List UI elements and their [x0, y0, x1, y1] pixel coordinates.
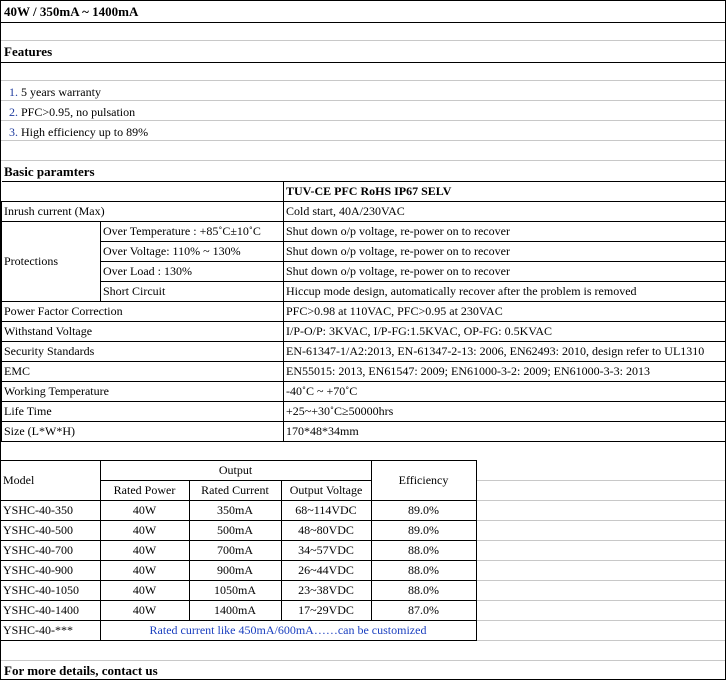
efficiency-cell: 88.0%: [371, 561, 476, 581]
grid-line: [1, 62, 725, 63]
grid-line: [477, 480, 725, 481]
efficiency-cell: 88.0%: [371, 541, 476, 561]
power-cell: 40W: [100, 541, 189, 561]
table-row: [2, 262, 726, 282]
table-row: [1, 501, 476, 521]
power-cell: 40W: [100, 581, 189, 601]
efficiency-cell: 89.0%: [371, 521, 476, 541]
grid-line: [1, 100, 725, 101]
voltage-cell: 17~29VDC: [281, 601, 371, 621]
grid-line: [477, 500, 725, 501]
table-row: [2, 422, 726, 442]
protection-value: Shut down o/p voltage, re-power on to recover: [284, 262, 726, 282]
table-row: [2, 202, 726, 222]
current-cell: 900mA: [189, 561, 281, 581]
features-heading: Features: [4, 44, 53, 59]
table-row: [2, 182, 726, 202]
spec-value: +25~+30˚C≥50000hrs: [284, 402, 726, 422]
efficiency-cell: 87.0%: [371, 601, 476, 621]
rated-current-header: Rated Current: [189, 481, 281, 501]
table-row: [2, 362, 726, 382]
feature-text: High efficiency up to 89%: [21, 125, 149, 139]
model-cell: YSHC-40-900: [1, 561, 100, 581]
table-row: [2, 302, 726, 322]
protection-value: Hiccup mode design, automatically recover after the problem is removed: [284, 282, 726, 302]
grid-line: [1, 660, 725, 661]
table-row: [2, 402, 726, 422]
table-row: [1, 521, 476, 541]
current-cell: 1050mA: [189, 581, 281, 601]
voltage-cell: 34~57VDC: [281, 541, 371, 561]
power-cell: 40W: [100, 561, 189, 581]
feature-number: 3.: [9, 125, 18, 139]
spec-table: [1, 181, 726, 442]
grid-line: [477, 620, 725, 621]
custom-note: Rated current like 450mA/600mA……can be customized: [100, 621, 476, 641]
table-header-row: [1, 461, 476, 481]
current-cell: 350mA: [189, 501, 281, 521]
spec-label: Size (L*W*H): [2, 422, 284, 442]
feature-number: 1.: [9, 85, 18, 99]
spec-label: Working Temperature: [2, 382, 284, 402]
table-row: [1, 541, 476, 561]
model-cell: YSHC-40-500: [1, 521, 100, 541]
voltage-cell: 23~38VDC: [281, 581, 371, 601]
spec-label: Life Time: [2, 402, 284, 422]
inrush-value: Cold start, 40A/230VAC: [284, 202, 726, 222]
voltage-cell: 26~44VDC: [281, 561, 371, 581]
efficiency-cell: 89.0%: [371, 501, 476, 521]
grid-line: [1, 140, 725, 141]
cert-cell: TUV-CE PFC RoHS IP67 SELV: [284, 182, 726, 202]
rated-power-header: Rated Power: [100, 481, 189, 501]
grid-line: [1, 120, 725, 121]
spec-value: I/P-O/P: 3KVAC, I/P-FG:1.5KVAC, OP-FG: 0.5KVAC: [284, 322, 726, 342]
title-row: [1, 1, 725, 23]
current-cell: 1400mA: [189, 601, 281, 621]
protection-label: Short Circuit: [101, 282, 284, 302]
page-title: 40W / 350mA ~ 1400mA: [4, 4, 139, 19]
output-header: Output: [100, 461, 371, 481]
model-cell: YSHC-40-1400: [1, 601, 100, 621]
table-row: [2, 322, 726, 342]
model-cell: YSHC-40-***: [1, 621, 100, 641]
table-row: [1, 581, 476, 601]
protection-value: Shut down o/p voltage, re-power on to recover: [284, 242, 726, 262]
efficiency-header: Efficiency: [371, 461, 476, 501]
grid-line: [477, 600, 725, 601]
protection-value: Shut down o/p voltage, re-power on to recover: [284, 222, 726, 242]
grid-line: [1, 160, 725, 161]
models-table: [1, 460, 477, 641]
model-cell: YSHC-40-350: [1, 501, 100, 521]
table-row: [2, 222, 726, 242]
grid-line: [1, 80, 725, 81]
grid-line: [477, 580, 725, 581]
cert-label-cell: [2, 182, 284, 202]
spec-value: EN-61347-1/A2:2013, EN-61347-2-13: 2006, EN62493: 2010, design refer to UL1310: [284, 342, 726, 362]
power-cell: 40W: [100, 601, 189, 621]
feature-text: PFC>0.95, no pulsation: [21, 105, 136, 119]
model-cell: YSHC-40-700: [1, 541, 100, 561]
model-header: Model: [1, 461, 100, 501]
spec-value: 170*48*34mm: [284, 422, 726, 442]
protection-label: Over Temperature : +85˚C±10˚C: [101, 222, 284, 242]
grid-line: [1, 40, 725, 41]
table-row: [2, 342, 726, 362]
feature-number: 2.: [9, 105, 18, 119]
table-row: [2, 242, 726, 262]
voltage-cell: 48~80VDC: [281, 521, 371, 541]
output-voltage-header: Output Voltage: [281, 481, 371, 501]
power-cell: 40W: [100, 501, 189, 521]
voltage-cell: 68~114VDC: [281, 501, 371, 521]
spec-label: Power Factor Correction: [2, 302, 284, 322]
spec-label: EMC: [2, 362, 284, 382]
efficiency-cell: 88.0%: [371, 581, 476, 601]
feature-text: 5 years warranty: [21, 85, 101, 99]
spec-label: Security Standards: [2, 342, 284, 362]
protections-label: Protections: [2, 222, 101, 302]
current-cell: 500mA: [189, 521, 281, 541]
feature-item: [9, 105, 135, 120]
grid-line: [477, 520, 725, 521]
feature-item: [9, 125, 148, 140]
protection-label: Over Voltage: 110% ~ 130%: [101, 242, 284, 262]
spec-label: Withstand Voltage: [2, 322, 284, 342]
spec-value: PFC>0.98 at 110VAC, PFC>0.95 at 230VAC: [284, 302, 726, 322]
inrush-label: Inrush current (Max): [2, 202, 284, 222]
power-cell: 40W: [100, 521, 189, 541]
table-row: [1, 561, 476, 581]
current-cell: 700mA: [189, 541, 281, 561]
spec-value: -40˚C ~ +70˚C: [284, 382, 726, 402]
grid-line: [477, 560, 725, 561]
table-row: [1, 601, 476, 621]
table-row: [2, 382, 726, 402]
grid-line: [477, 540, 725, 541]
table-row: [2, 282, 726, 302]
spec-value: EN55015: 2013, EN61547: 2009; EN61000-3-2: 2009; EN61000-3-3: 2013: [284, 362, 726, 382]
protection-label: Over Load : 130%: [101, 262, 284, 282]
table-row: [1, 621, 476, 641]
basic-heading: Basic paramters: [4, 164, 95, 179]
contact-text: For more details, contact us: [4, 663, 158, 678]
feature-item: [9, 85, 101, 100]
model-cell: YSHC-40-1050: [1, 581, 100, 601]
